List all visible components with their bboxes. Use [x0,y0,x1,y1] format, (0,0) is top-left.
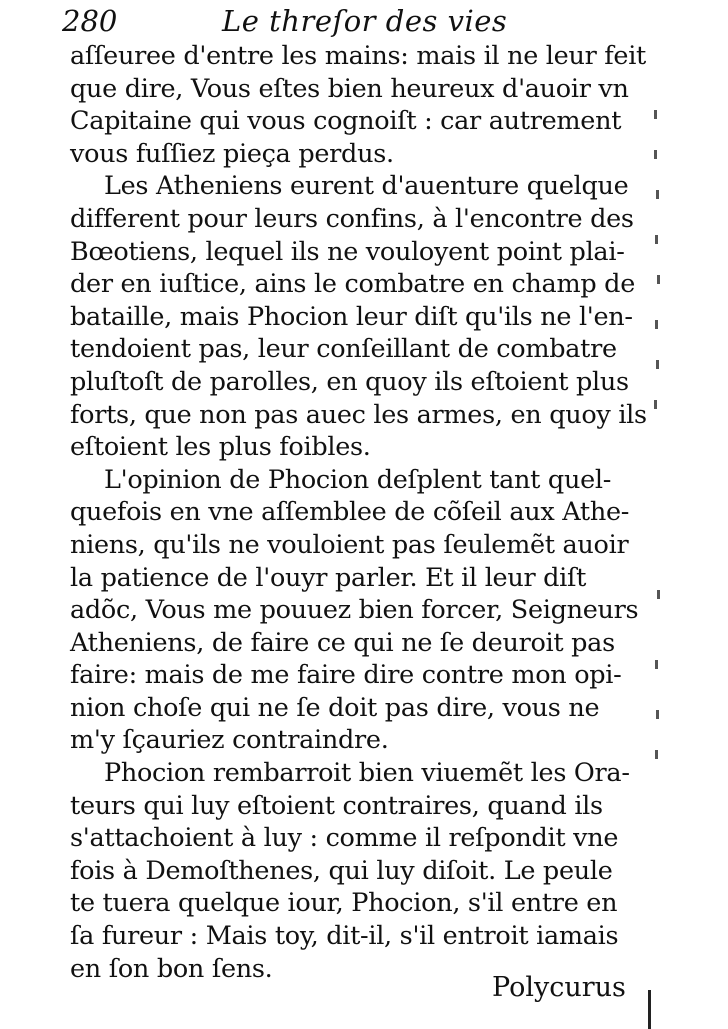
text-line: adõc, Vous me pouuez bien forcer, Seigneurs [70,595,639,626]
text-line: different pour leurs confins, à l'encontre des [70,203,634,234]
text-line: Bœotiens, lequel ils ne vouloyent point plai- [70,236,625,267]
text-line: faire: mais de me faire dire contre mon opi- [70,660,622,691]
paragraph-start-line: Les Atheniens eurent d'auenture quelque [104,171,629,202]
paragraph-start-line: Phocion rembarroit bien viuemẽt les Ora- [104,758,630,789]
margin-mark [656,360,659,369]
bleed-through-marks [640,60,670,760]
text-line: te tuera quelque iour, Phocion, s'il entre en [70,888,618,919]
margin-mark [655,320,658,329]
text-line: nion choſe qui ne ſe doit pas dire, vous ne [70,692,600,723]
margin-mark [654,400,657,409]
margin-mark [657,275,660,284]
text-line: aſſeuree d'entre les mains: mais il ne leur feit [70,41,646,71]
text-line: m'y ſçauriez contraindre. [70,725,389,756]
text-line: der en iuſtice, ains le combatre en champ de [70,269,635,300]
page-header [62,4,622,44]
text-line: quefois en vne aſſemblee de cõſeil aux Athe- [70,497,630,528]
text-line: que dire, Vous eſtes bien heureux d'auoir vn [70,73,629,104]
margin-mark [654,110,657,119]
margin-mark [656,710,659,719]
catchword: Polycurus [492,972,626,1003]
margin-mark [654,150,657,159]
text-line: fois à Demoſthenes, qui luy diſoit. Le peule [70,855,613,886]
text-line: bataille, mais Phocion leur diſt qu'ils ne l'en- [70,301,633,332]
text-line: en ſon bon ſens. [70,953,273,984]
text-line: s'attachoient à luy : comme il reſpondit vne [70,823,619,854]
text-line: la patience de l'ouyr parler. Et il leur diſt [70,562,587,593]
text-line: tendoient pas, leur conſeillant de combatre [70,334,617,365]
margin-mark [655,660,658,669]
margin-mark [655,750,658,759]
text-line: Capitaine qui vous cognoiſt : car autrement [70,106,622,137]
text-line: niens, qu'ils ne vouloient pas ſeulemẽt auoir [70,529,629,560]
text-line: Atheniens, de faire ce qui ne ſe deuroit pas [70,627,615,658]
gutter-rule [648,990,651,1029]
text-line: eſtoient les plus foibles. [70,432,371,463]
text-line: pluſtoſt de parolles, en quoy ils eſtoient plus [70,366,629,397]
body-text [70,40,647,985]
text-line: ſa fureur : Mais toy, dit-il, s'il entroit iamais [70,921,619,952]
text-line: forts, que non pas auec les armes, en quoy ils [70,399,647,430]
page-number: 280 [62,4,118,38]
paragraph-start-line: L'opinion de Phocion deſplent tant quel- [104,464,612,495]
text-line: vous fuſſiez pieça perdus. [70,138,394,169]
text-line: teurs qui luy eſtoient contraires, quand ils [70,790,603,821]
running-title: Le threſor des vies [222,4,508,38]
margin-mark [656,190,659,199]
margin-mark [657,590,660,599]
margin-mark [655,235,658,244]
